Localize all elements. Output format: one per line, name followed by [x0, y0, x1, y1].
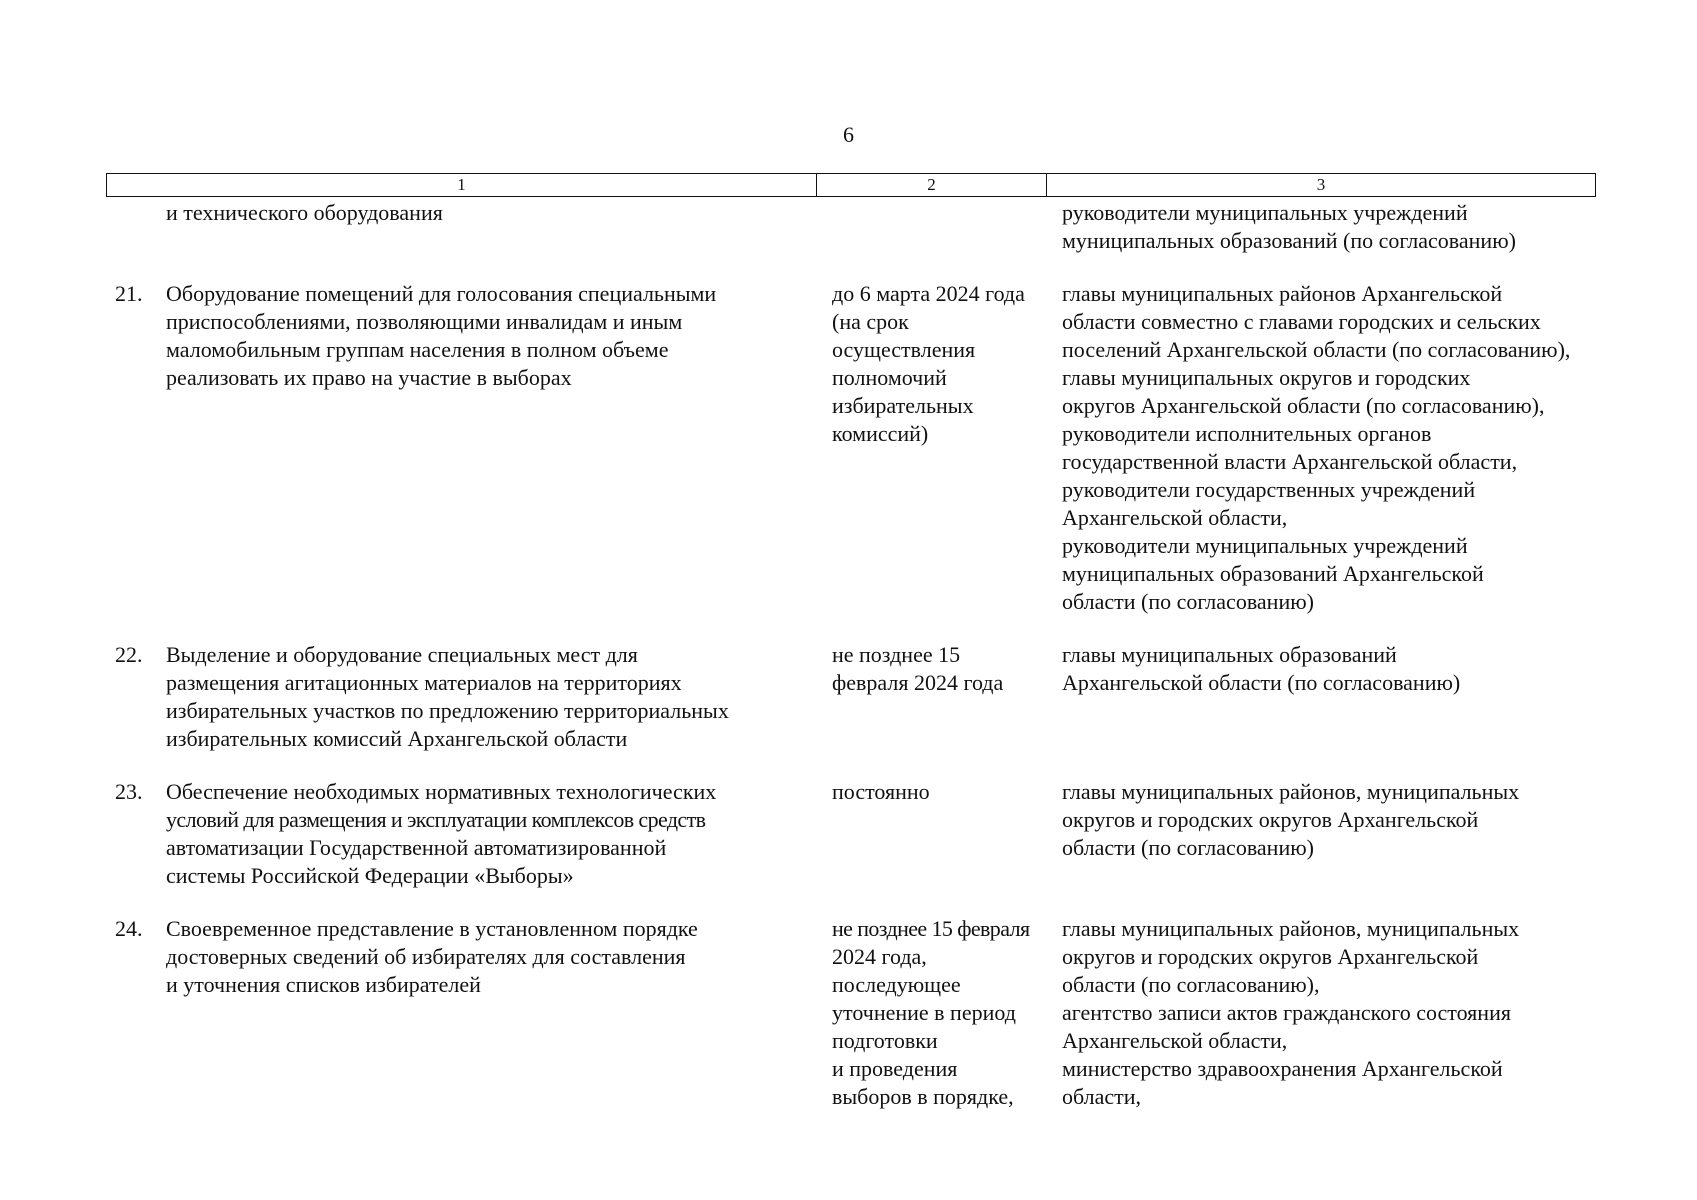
table-body — [106, 199, 1596, 1136]
responsible-line: Архангельской области, — [1062, 505, 1288, 530]
responsible-cell — [1054, 915, 1596, 1111]
deadline-line: 2024 года, — [832, 944, 927, 969]
responsible-cell — [1054, 641, 1596, 753]
task-line: реализовать их право на участие в выборах — [166, 365, 572, 390]
task-line: Обеспечение необходимых нормативных технологических — [166, 779, 717, 804]
table-row — [106, 641, 1596, 753]
task-line: маломобильным группам населения в полном объеме — [166, 337, 669, 362]
responsible-line: Архангельской области, — [1062, 1028, 1288, 1053]
task-line: избирательных комиссий Архангельской области — [166, 726, 628, 751]
deadline-line: февраля 2024 года — [832, 670, 1004, 695]
responsible-line: области (по согласованию) — [1062, 835, 1314, 860]
task-cell — [166, 199, 824, 255]
task-line: достоверных сведений об избирателях для составления — [166, 944, 686, 969]
responsible-cell — [1054, 199, 1596, 255]
deadline-line: выборов в порядке, — [832, 1084, 1014, 1109]
row-number — [106, 199, 166, 255]
task-line: и технического оборудования — [166, 200, 443, 225]
responsible-line: муниципальных образований (по согласованию) — [1062, 228, 1516, 253]
responsible-line: поселений Архангельской области (по согласованию), — [1062, 337, 1571, 362]
task-cell — [166, 280, 824, 616]
responsible-line: главы муниципальных районов, муниципальных — [1062, 779, 1520, 804]
responsible-line: области, — [1062, 1084, 1142, 1109]
responsible-line: муниципальных образований Архангельской — [1062, 561, 1484, 586]
table-row — [106, 915, 1596, 1111]
responsible-line: руководители муниципальных учреждений — [1062, 200, 1468, 225]
responsible-line: главы муниципальных районов Архангельской — [1062, 281, 1503, 306]
row-number: 24. — [115, 916, 143, 941]
responsible-line: агентство записи актов гражданского состояния — [1062, 1000, 1511, 1025]
deadline-cell — [824, 915, 1054, 1111]
deadline-line: не позднее 15 февраля — [832, 916, 1030, 941]
task-line: Оборудование помещений для голосования специальными — [166, 281, 717, 306]
deadline-line: избирательных — [832, 393, 974, 418]
header-col-3: 3 — [1316, 175, 1326, 194]
table-row — [106, 199, 1596, 255]
responsible-line: руководители государственных учреждений — [1062, 477, 1476, 502]
task-line: Выделение и оборудование специальных мест для — [166, 642, 638, 667]
table-row — [106, 778, 1596, 890]
task-cell — [166, 915, 824, 1111]
row-number: 22. — [115, 642, 143, 667]
header-col-1: 1 — [107, 174, 817, 196]
deadline-cell — [824, 641, 1054, 753]
responsible-line: главы муниципальных образований — [1062, 642, 1397, 667]
responsible-cell — [1054, 778, 1596, 890]
responsible-line: руководители муниципальных учреждений — [1062, 533, 1468, 558]
page-number: 6 — [843, 122, 854, 147]
deadline-line: последующее — [832, 972, 961, 997]
deadline-line: уточнение в период — [832, 1000, 1016, 1025]
deadline-cell — [824, 199, 1054, 255]
task-line: условий для размещения и эксплуатации комплексов средств — [166, 807, 706, 832]
deadline-line: до 6 марта 2024 года — [832, 281, 1025, 306]
responsible-line: министерство здравоохранения Архангельской — [1062, 1056, 1503, 1081]
responsible-line: области совместно с главами городских и сельских — [1062, 309, 1541, 334]
task-line: избирательных участков по предложению территориальных — [166, 698, 729, 723]
deadline-line: полномочий — [832, 365, 947, 390]
deadline-line: (на срок — [832, 309, 909, 334]
deadline-line: и проведения — [832, 1056, 958, 1081]
deadline-cell — [824, 280, 1054, 616]
responsible-line: руководители исполнительных органов — [1062, 421, 1432, 446]
responsible-line: области (по согласованию), — [1062, 972, 1320, 997]
task-line: размещения агитационных материалов на территориях — [166, 670, 682, 695]
responsible-line: государственной власти Архангельской области, — [1062, 449, 1518, 474]
task-cell — [166, 778, 824, 890]
task-line: автоматизации Государственной автоматизированной — [166, 835, 667, 860]
task-line: и уточнения списков избирателей — [166, 972, 481, 997]
row-number: 23. — [115, 779, 143, 804]
responsible-line: Архангельской области (по согласованию) — [1062, 670, 1461, 695]
task-line: Своевременное представление в установленном порядке — [166, 916, 698, 941]
task-cell — [166, 641, 824, 753]
table-header — [106, 173, 1596, 197]
task-line: приспособлениями, позволяющими инвалидам и иным — [166, 309, 683, 334]
responsible-cell — [1054, 280, 1596, 616]
task-line: системы Российской Федерации «Выборы» — [166, 863, 574, 888]
row-number: 21. — [115, 281, 143, 306]
deadline-cell — [824, 778, 1054, 890]
deadline-line: осуществления — [832, 337, 976, 362]
responsible-line: округов и городских округов Архангельской — [1062, 807, 1479, 832]
table-row — [106, 280, 1596, 616]
responsible-line: главы муниципальных районов, муниципальных — [1062, 916, 1520, 941]
deadline-line: постоянно — [832, 779, 930, 804]
deadline-line: не позднее 15 — [832, 642, 961, 667]
deadline-line: комиссий) — [832, 421, 929, 446]
responsible-line: области (по согласованию) — [1062, 589, 1314, 614]
responsible-line: главы муниципальных округов и городских — [1062, 365, 1471, 390]
responsible-line: округов Архангельской области (по согласованию), — [1062, 393, 1545, 418]
header-col-2: 2 — [817, 174, 1047, 196]
deadline-line: подготовки — [832, 1028, 938, 1053]
responsible-line: округов и городских округов Архангельской — [1062, 944, 1479, 969]
